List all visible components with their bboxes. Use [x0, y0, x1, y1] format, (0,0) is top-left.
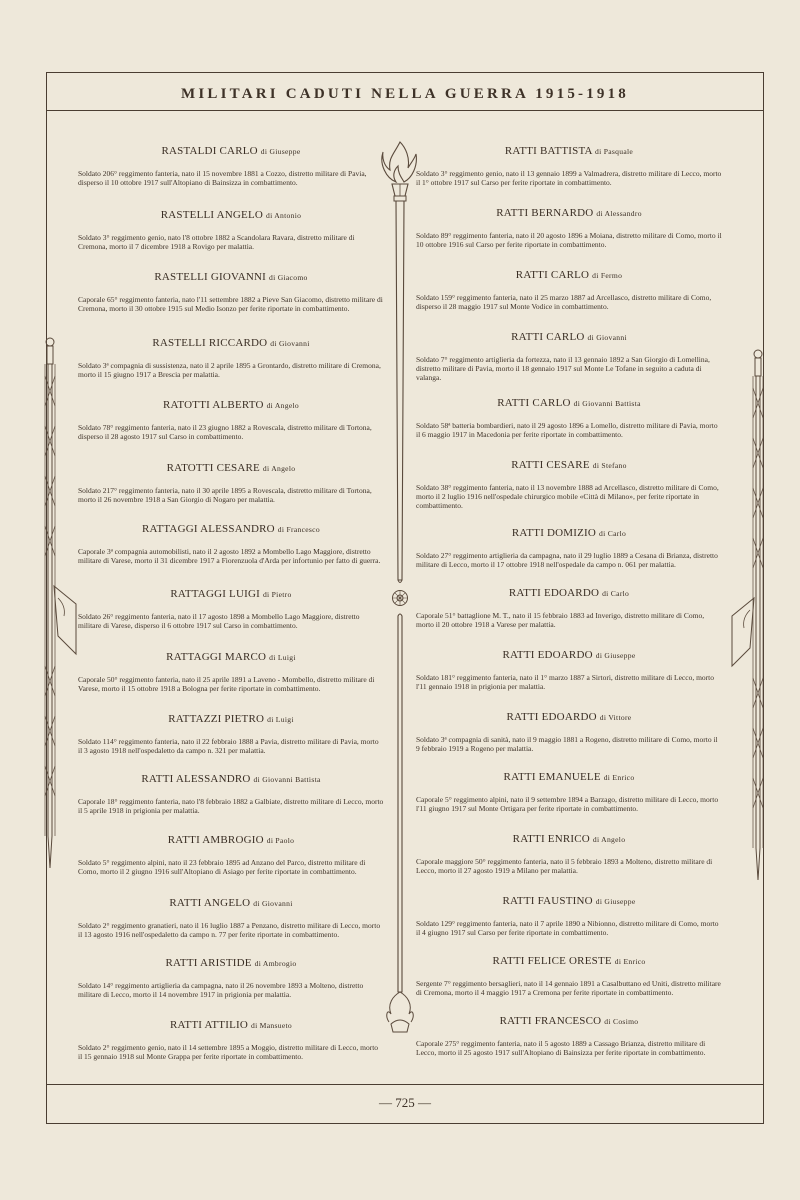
entry-text: Caporale 3ª compagnia automobilisti, nato il 2 agosto 1892 a Mombello Lago Maggiore, distretto militare di Varese, morto il 31 dicembre 1917 a Fiorenzuola d'Arda per infortunio per fatto di guerra. — [78, 547, 381, 565]
entry-father: di Giovanni Battista — [253, 775, 321, 784]
entry-name: RATTI ARISTIDE — [165, 957, 252, 969]
entry-name-line — [416, 648, 722, 662]
list-item — [416, 710, 722, 753]
list-item — [416, 648, 722, 691]
entry-name: RATTI CARLO — [497, 397, 571, 409]
entry-name: RATTI FELICE ORESTE — [492, 955, 612, 967]
list-item — [78, 650, 384, 693]
entry-name-line — [78, 956, 384, 970]
entry-text: Soldato 5° reggimento alpini, nato il 23 febbraio 1895 ad Anzano del Parco, distretto militare di Como, morto il 2 giugno 1916 sull'Altopiano di Asiago per ferite riportate in combattimento. — [78, 858, 366, 876]
entry-name: RATTI AMBROGIO — [167, 834, 264, 846]
entry-name: RATTAGGI MARCO — [166, 651, 267, 663]
entry-name-line — [78, 461, 384, 475]
entry-name-line — [78, 587, 384, 601]
entry-name: RATTI CARLO — [515, 269, 590, 281]
entry-name: RATTAGGI ALESSANDRO — [142, 523, 275, 535]
list-item — [78, 1018, 384, 1061]
entry-name: RATTI CESARE — [511, 459, 590, 471]
entry-name: RATTI DOMIZIO — [511, 527, 597, 539]
entry-text: Soldato 78° reggimento fanteria, nato il 23 giugno 1882 a Rovescala, distretto militare di Tortona, disperso il 28 agosto 1917 sul Carso in combattimento. — [78, 423, 372, 441]
entry-name: RATTI ENRICO — [512, 833, 590, 845]
list-item — [416, 526, 722, 569]
entry-father: di Vittore — [599, 713, 632, 722]
list-item — [416, 330, 722, 382]
list-item — [78, 772, 384, 815]
list-item — [78, 336, 384, 379]
entry-name: RASTELLI RICCARDO — [152, 337, 268, 349]
entry-father: di Enrico — [603, 773, 635, 782]
entry-name-line — [416, 954, 722, 968]
entry-father: di Francesco — [277, 525, 320, 534]
entry-name: RATTI FRANCESCO — [499, 1015, 602, 1027]
entry-name: RATTI ATTILIO — [169, 1019, 249, 1031]
entry-father: di Angelo — [262, 464, 296, 473]
entry-text: Soldato 89° reggimento fanteria, nato il 20 agosto 1896 a Moiana, distretto militare di Como, morto il 10 ottobre 1916 sul Carso per ferite riportate in combattimento. — [416, 231, 722, 249]
list-item — [78, 896, 384, 939]
entry-name: RATTI CARLO — [511, 331, 585, 343]
entry-text: Soldato 26° reggimento fanteria, nato il 17 agosto 1898 a Mombello Lago Maggiore, distretto militare di Varese, disperso il 6 ottobre 1917 sul Carso in combattimento. — [78, 612, 360, 630]
entry-father: di Luigi — [267, 715, 294, 724]
entry-father: di Stefano — [592, 461, 627, 470]
entry-father: di Giuseppe — [595, 897, 636, 906]
entry-name: RATTAZZI PIETRO — [168, 713, 265, 725]
page-title: MILITARI CADUTI NELLA GUERRA 1915-1918 — [180, 86, 630, 102]
entry-father: di Cosimo — [604, 1017, 639, 1026]
list-item — [416, 206, 722, 249]
entry-father: di Pasquale — [595, 147, 634, 156]
list-item — [416, 1014, 722, 1057]
entry-father: di Carlo — [602, 589, 630, 598]
entry-father: di Giovanni — [270, 339, 310, 348]
rosette-icon — [391, 589, 409, 607]
entry-text: Soldato 206° reggimento fanteria, nato il 15 novembre 1881 a Cozzo, distretto militare di Pavia, disperso il 10 ottobre 1917 sull'Altopiano di Bainsizza in combattimento. — [78, 169, 367, 187]
entry-name: RATTI EDOARDO — [502, 649, 593, 661]
entry-father: di Giuseppe — [260, 147, 301, 156]
entry-father: di Paolo — [266, 836, 295, 845]
entry-name-line — [416, 586, 722, 600]
list-item — [416, 144, 722, 187]
entry-name-line — [78, 144, 384, 158]
entry-text: Caporale 51° battaglione M. T., nato il 15 febbraio 1883 ad Inverigo, distretto militare di Como, morto il 20 ottobre 1918 a Varese per malattia. — [416, 611, 705, 629]
entry-name-line — [78, 772, 384, 786]
entry-name-line — [78, 336, 384, 350]
list-item — [78, 956, 384, 999]
entry-father: di Alessandro — [596, 209, 642, 218]
entry-text: Soldato 7° reggimento artiglieria da fortezza, nato il 13 gennaio 1892 a San Giorgio di Lomellina, distretto militare di Pavia, morto il 18 gennaio 1917 sul Monte Le Tofane in seguito a caduta di valanga. — [416, 355, 710, 382]
entry-name-line — [416, 894, 722, 908]
list-item — [78, 522, 384, 565]
entry-father: di Giacomo — [268, 273, 308, 282]
entry-father: di Enrico — [614, 957, 646, 966]
flame-torch-icon — [380, 140, 420, 585]
footer-rule — [46, 1084, 764, 1085]
list-item — [78, 144, 384, 187]
list-item — [416, 458, 722, 510]
entry-father: di Antonio — [265, 211, 302, 220]
entry-name-line — [416, 396, 722, 410]
entry-name-line — [78, 833, 384, 847]
entry-name-line — [416, 144, 722, 158]
entry-name-line — [416, 206, 722, 220]
entry-text: Soldato 217° reggimento fanteria, nato il 30 aprile 1895 a Rovescala, distretto militare di Tortona, morto il 26 novembre 1918 a San Giorgio di Nogaro per malattia. — [78, 486, 372, 504]
entry-name-line — [78, 270, 384, 284]
entry-text: Sergente 7° reggimento bersaglieri, nato il 14 gennaio 1891 a Casalbuttano ed Uniti, distretto militare di Cremona, morto il 4 maggio 1917 a Cremona per ferite riportate in combattimento. — [416, 979, 721, 997]
list-item — [416, 894, 722, 937]
entry-name: RASTELLI ANGELO — [160, 209, 264, 221]
page-number: — 725 — — [379, 1095, 431, 1110]
entry-text: Caporale 65° reggimento fanteria, nato l'11 settembre 1882 a Pieve San Giacomo, distretto militare di Cremona, morto il 30 ottobre 1915 sul Medio Isonzo per ferite riportate in combattimento. — [78, 295, 383, 313]
entry-name: RATTI EMANUELE — [503, 771, 601, 783]
entry-text: Soldato 181° reggimento fanteria, nato il 1° marzo 1887 a Sirtori, distretto militare di Lecco, morto l'11 gennaio 1918 in prigionia per malattia. — [416, 673, 715, 691]
entry-father: di Angelo — [592, 835, 626, 844]
entry-name-line — [78, 398, 384, 412]
entry-father: di Luigi — [269, 653, 296, 662]
entry-text: Caporale 18° reggimento fanteria, nato l'8 febbraio 1882 a Galbiate, distretto militare di Lecco, morto il 5 aprile 1918 in prigionia per malattia. — [78, 797, 384, 815]
entry-name: RATTAGGI LUIGI — [170, 588, 260, 600]
list-item — [416, 396, 722, 439]
entry-text: Soldato 3° reggimento genio, nato il 13 gennaio 1899 a Valmadrera, distretto militare di Lecco, morto il 1° ottobre 1917 sul Carso per ferite riportate in combattimento. — [416, 169, 722, 187]
entry-text: Caporale 275° reggimento fanteria, nato il 5 agosto 1889 a Cassago Brianza, distretto militare di Lecco, morto il 25 agosto 1917 sull'Altopiano di Bainsizza per ferite riportate in combattimento. — [416, 1039, 706, 1057]
entry-name: RATTI ALESSANDRO — [141, 773, 251, 785]
entry-name-line — [78, 1018, 384, 1032]
entry-name: RATOTTI ALBERTO — [162, 399, 264, 411]
entry-text: Soldato 129° reggimento fanteria, nato il 7 aprile 1890 a Nibionno, distretto militare di Como, morto il 4 giugno 1917 sul Carso per ferite riportate in combattimento. — [416, 919, 719, 937]
entry-father: di Giovanni Battista — [573, 399, 641, 408]
entry-father: di Ambrogio — [254, 959, 297, 968]
list-item — [78, 833, 384, 876]
list-item — [78, 270, 384, 313]
entry-text: Soldato 3° reggimento genio, nato l'8 ottobre 1882 a Scandolara Ravara, distretto militare di Cremona, morto il 7 dicembre 1918 a Rovigo per malattia. — [78, 233, 355, 251]
entry-name-line — [78, 712, 384, 726]
entry-name-line — [416, 770, 722, 784]
list-item — [416, 832, 722, 875]
entry-name-line — [416, 526, 722, 540]
entry-father: di Fermo — [592, 271, 623, 280]
entry-name: RATTI EDOARDO — [508, 587, 600, 599]
list-item — [416, 268, 722, 311]
entry-father: di Carlo — [599, 529, 627, 538]
entry-name-line — [416, 710, 722, 724]
entry-name-line — [78, 650, 384, 664]
list-item — [78, 398, 384, 441]
list-item — [416, 586, 722, 629]
entry-name-line — [416, 268, 722, 282]
entry-text: Soldato 27° reggimento artiglieria da campagna, nato il 29 luglio 1889 a Cesana di Brianza, distretto militare di Lecco, morto il 17 ottobre 1918 nell'ospedale da campo n. 061 per malattia. — [416, 551, 718, 569]
entry-name-line — [416, 330, 722, 344]
entry-text: Soldato 14° reggimento artiglieria da campagna, nato il 26 novembre 1893 a Molteno, distretto militare di Lecco, morto il 14 novembre 1917 in prigionia per malattia. — [78, 981, 364, 999]
entry-name: RASTELLI GIOVANNI — [154, 271, 267, 283]
entry-father: di Giovanni — [253, 899, 293, 908]
list-item — [416, 770, 722, 813]
fasces-right-icon — [722, 348, 772, 888]
list-item — [78, 712, 384, 755]
entry-name: RATTI EDOARDO — [506, 711, 597, 723]
rod-ornament-icon — [385, 612, 415, 1034]
entry-father: di Angelo — [266, 401, 300, 410]
entry-name: RASTALDI CARLO — [161, 145, 258, 157]
entry-father: di Giuseppe — [595, 651, 636, 660]
entry-name: RATTI ANGELO — [169, 897, 251, 909]
list-item — [78, 461, 384, 504]
entry-name-line — [78, 208, 384, 222]
list-item — [78, 208, 384, 251]
entry-name: RATTI BERNARDO — [496, 207, 594, 219]
entry-text: Soldato 114° reggimento fanteria, nato il 22 febbraio 1888 a Pavia, distretto militare di Pavia, morto il 3 agosto 1918 nell'ospedaletto da campo n. 321 per malattia. — [78, 737, 379, 755]
entry-text: Caporale 5° reggimento alpini, nato il 9 settembre 1894 a Barzago, distretto militare di Lecco, morto l'11 giugno 1917 sul Monte Ortigara per ferite riportate in combattimento. — [416, 795, 719, 813]
entry-text: Soldato 3ª compagnia di sanità, nato il 9 maggio 1881 a Rogeno, distretto militare di Como, morto il 9 febbraio 1919 a Rogeno per malattia. — [416, 735, 718, 753]
list-item — [416, 954, 722, 997]
entry-text: Soldato 3ª compagnia di sussistenza, nato il 2 aprile 1895 a Grontardo, distretto militare di Cremona, morto il 15 giugno 1917 a Brescia per malattia. — [78, 361, 381, 379]
entry-name-line — [416, 1014, 722, 1028]
entry-name-line — [78, 522, 384, 536]
entry-name: RATOTTI CESARE — [166, 462, 260, 474]
entry-text: Soldato 38° reggimento fanteria, nato il 13 novembre 1888 ad Arcellasco, distretto militare di Como, morto il 2 luglio 1916 nell'ospedale chirurgico mobile «Città di Milano», per ferite riportate in combattimento. — [416, 483, 719, 510]
entry-father: di Pietro — [262, 590, 292, 599]
entry-father: di Giovanni — [587, 333, 627, 342]
entry-father: di Mansueto — [250, 1021, 293, 1030]
list-item — [78, 587, 384, 630]
entry-text: Soldato 58ª batteria bombardieri, nato il 29 agosto 1896 a Lomello, distretto militare di Pavia, morto il 6 maggio 1917 in Macedonia per ferite riportate in combattimento. — [416, 421, 718, 439]
header-rule — [46, 110, 764, 111]
entry-text: Soldato 2° reggimento genio, nato il 14 settembre 1895 a Moggio, distretto militare di Lecco, morto il 15 gennaio 1918 sul Monte Grappa per ferite riportate in combattimento. — [78, 1043, 379, 1061]
entry-name: RATTI FAUSTINO — [502, 895, 593, 907]
entry-name-line — [416, 832, 722, 846]
entry-text: Caporale maggiore 50° reggimento fanteria, nato il 5 febbraio 1893 a Molteno, distretto militare di Lecco, morto il 27 agosto 1919 a Milano per malattia. — [416, 857, 713, 875]
entry-text: Caporale 50° reggimento fanteria, nato il 25 aprile 1891 a Laveno - Mombello, distretto militare di Varese, morto il 15 ottobre 1918 a Bologna per ferite riportate in combattimento. — [78, 675, 375, 693]
entry-name-line — [78, 896, 384, 910]
entry-text: Soldato 159° reggimento fanteria, nato il 25 marzo 1887 ad Arcellasco, distretto militare di Como, disperso il 28 maggio 1917 sul Monte Vodice in combattimento. — [416, 293, 712, 311]
entry-text: Soldato 2° reggimento granatieri, nato il 16 luglio 1887 a Penzano, distretto militare di Lecco, morto il 13 agosto 1916 nell'ospedaletto da campo n. 77 per ferite riportate in combattimento. — [78, 921, 381, 939]
entry-name: RATTI BATTISTA — [504, 145, 593, 157]
entry-name-line — [416, 458, 722, 472]
